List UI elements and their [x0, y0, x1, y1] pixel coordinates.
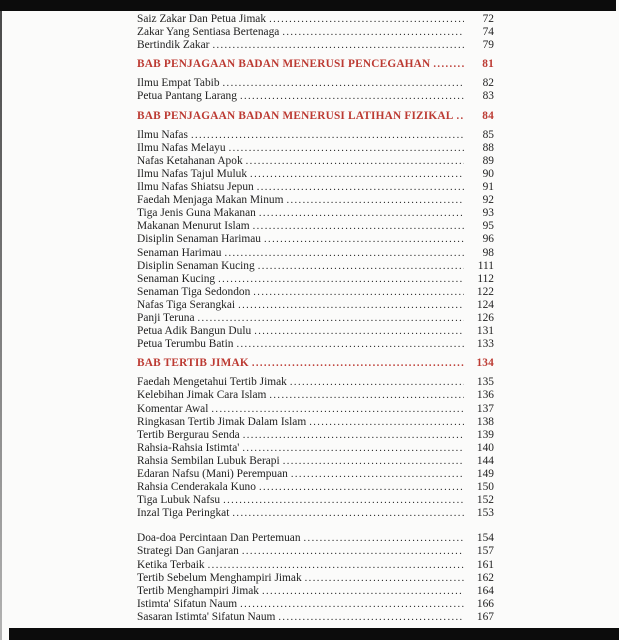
toc-item-title: Rahsia Cenderakala Kuno	[137, 481, 256, 494]
page-number: 139	[476, 428, 494, 441]
scan-border-top	[0, 0, 616, 11]
toc-item-title: Makanan Menurut Islam	[137, 220, 250, 233]
dot-leader	[264, 233, 464, 246]
page-number: 72	[482, 13, 494, 25]
toc-row	[137, 168, 494, 181]
toc-item-title: Tiga Jenis Guna Makanan	[137, 207, 256, 220]
toc-row	[137, 286, 494, 299]
toc-row	[137, 598, 494, 611]
dot-leader	[253, 286, 464, 299]
toc-item-title: Saiz Zakar Dan Petua Jimak	[137, 13, 267, 25]
page-number: 136	[476, 389, 494, 402]
toc-heading-title: BAB PENJAGAAN BADAN MENERUSI PENCEGAHAN	[137, 58, 431, 71]
dot-leader	[236, 338, 464, 351]
toc-item-title: Kelebihan Jimak Cara Islam	[137, 389, 267, 402]
toc-row	[137, 559, 494, 572]
toc-heading-title: BAB TERTIB JIMAK	[137, 357, 249, 370]
dot-leader	[305, 572, 464, 585]
toc-row	[137, 376, 494, 389]
dot-leader	[269, 389, 464, 402]
toc-row	[137, 442, 494, 455]
page-number: 137	[476, 402, 494, 415]
toc-row	[137, 429, 494, 442]
dot-leader	[212, 39, 464, 52]
dot-leader	[283, 455, 464, 468]
toc-row	[137, 26, 494, 39]
page-number: 124	[476, 298, 494, 311]
page-number: 122	[476, 285, 494, 298]
dot-leader	[223, 77, 464, 90]
toc-item-title: Nafas Ketahanan Apok	[137, 154, 243, 167]
toc-item-title: Ilmu Nafas	[137, 128, 188, 141]
toc-row	[137, 338, 494, 351]
dot-leader	[259, 207, 464, 220]
toc-row	[137, 142, 494, 155]
toc-row	[137, 77, 494, 90]
dot-leader	[243, 429, 464, 442]
dot-leader	[208, 559, 464, 572]
page-number: 152	[476, 494, 494, 507]
page-number: 93	[482, 207, 494, 220]
toc-section	[137, 129, 494, 352]
toc-heading-row	[137, 357, 494, 370]
toc-section	[137, 77, 494, 103]
page-number: 162	[476, 571, 494, 584]
page-number: 135	[476, 376, 494, 389]
toc-section	[137, 13, 494, 52]
page-number: 138	[476, 415, 494, 428]
dot-leader	[254, 325, 464, 338]
page-number: 111	[477, 259, 494, 272]
page-number: 83	[482, 90, 494, 103]
toc-item-title: Petua Terumbu Batin	[137, 338, 234, 351]
toc-item-title: Senaman Kucing	[137, 272, 216, 285]
page-number: 84	[482, 109, 494, 122]
page-number: 90	[482, 167, 494, 180]
page-number: 85	[482, 128, 494, 141]
dot-leader	[309, 416, 464, 429]
toc-row	[137, 325, 494, 338]
page-number: 126	[476, 311, 494, 324]
page-number: 144	[476, 454, 494, 467]
toc-item-title: Faedah Menjaga Makan Minum	[137, 194, 284, 207]
toc-item-title: Tertib Bergurau Senda	[137, 428, 240, 441]
toc-item-title: Strategi Dan Ganjaran	[137, 545, 239, 558]
toc-row	[137, 481, 494, 494]
toc-item-title: Tiga Lubuk Nafsu	[137, 494, 221, 507]
toc-row	[137, 545, 494, 558]
toc-row	[137, 13, 494, 26]
dot-leader	[250, 168, 464, 181]
page-number: 81	[482, 58, 494, 71]
page-number: 166	[476, 597, 494, 610]
toc-item-title: Disiplin Senaman Harimau	[137, 233, 262, 246]
toc-row	[137, 233, 494, 246]
toc-item-title: Petua Pantang Larang	[137, 90, 237, 103]
page-number: 133	[476, 338, 494, 351]
toc-row	[137, 532, 494, 545]
toc-item-title: Istimta' Sifatun Naum	[137, 597, 238, 610]
toc-item-title: Petua Adik Bangun Dulu	[137, 325, 252, 338]
page-number: 161	[476, 558, 494, 571]
toc-row	[137, 155, 494, 168]
toc-item-title: Senaman Harimau	[137, 246, 222, 259]
toc-row	[137, 494, 494, 507]
dot-leader	[223, 494, 464, 507]
toc-row	[137, 260, 494, 273]
page-number: 157	[476, 545, 494, 558]
toc-row	[137, 181, 494, 194]
dot-leader	[232, 507, 464, 520]
toc-row	[137, 416, 494, 429]
toc-row	[137, 90, 494, 103]
toc-item-title: Disiplin Senaman Kucing	[137, 259, 255, 272]
toc-heading-row	[137, 58, 494, 71]
toc-row	[137, 194, 494, 207]
page-number: 91	[482, 181, 494, 194]
toc-section	[137, 376, 494, 520]
toc-item-title: Faedah Mengetahui Tertib Jimak	[137, 376, 287, 389]
toc-row	[137, 39, 494, 52]
toc-row	[137, 389, 494, 402]
toc-row	[137, 220, 494, 233]
toc-row	[137, 572, 494, 585]
dot-leader	[258, 260, 464, 273]
page-number: 153	[476, 507, 494, 520]
page-left-edge	[0, 0, 2, 640]
page-number: 167	[476, 610, 494, 623]
toc-item-title: Rahsia-Rahsia Istimta'	[137, 441, 240, 454]
page-number: 149	[476, 468, 494, 480]
toc-item-title: Rahsia Sembilan Lubuk Berapi	[137, 454, 280, 467]
page-number: 150	[476, 481, 494, 494]
page-number: 134	[476, 357, 494, 370]
toc-item-title: Tertib Sebelum Menghampiri Jimak	[137, 571, 302, 584]
toc-row	[137, 507, 494, 520]
page-number: 112	[477, 272, 494, 285]
scan-border-bottom	[9, 628, 619, 640]
dot-leader	[304, 532, 464, 545]
toc-heading-title: BAB PENJAGAAN BADAN MENERUSI LATIHAN FIZIKAL	[137, 109, 454, 122]
page-number: 92	[482, 194, 494, 207]
toc-row	[137, 403, 494, 416]
page-number: 89	[482, 154, 494, 167]
toc-item-title: Inzal Tiga Peringkat	[137, 507, 230, 520]
toc-row	[137, 585, 494, 598]
toc-row	[137, 299, 494, 312]
dot-leader	[278, 611, 464, 624]
toc-item-title: Doa-doa Percintaan Dan Pertemuan	[137, 532, 301, 545]
toc-row	[137, 611, 494, 624]
toc	[137, 13, 494, 624]
dot-leader	[291, 468, 464, 481]
dot-leader	[229, 142, 464, 155]
toc-item-title: Senaman Tiga Sedondon	[137, 285, 251, 298]
dot-leader	[433, 58, 464, 71]
dot-leader	[262, 585, 464, 598]
toc-row	[137, 273, 494, 286]
toc-section	[137, 532, 494, 624]
toc-row	[137, 247, 494, 260]
toc-item-title: Panji Teruna	[137, 311, 195, 324]
page-number: 79	[482, 39, 494, 52]
dot-leader	[246, 155, 464, 168]
dot-leader	[253, 220, 464, 233]
toc-row	[137, 455, 494, 468]
toc-row	[137, 312, 494, 325]
toc-item-title: Ilmu Nafas Melayu	[137, 141, 226, 154]
toc-row	[137, 468, 494, 481]
dot-leader	[257, 181, 464, 194]
dot-leader	[191, 129, 464, 142]
dot-leader	[282, 26, 464, 39]
page-number: 98	[482, 246, 494, 259]
dot-leader	[269, 13, 464, 26]
dot-leader	[242, 442, 464, 455]
page-number: 96	[482, 233, 494, 246]
page-number: 164	[476, 584, 494, 597]
toc-item-title: Ringkasan Tertib Jimak Dalam Islam	[137, 415, 307, 428]
dot-leader	[456, 110, 464, 123]
toc-row	[137, 207, 494, 220]
page-number: 154	[476, 532, 494, 545]
page-number: 95	[482, 220, 494, 233]
dot-leader	[224, 247, 464, 260]
page-number: 140	[476, 441, 494, 454]
toc-item-title: Ilmu Empat Tabib	[137, 77, 220, 90]
toc-item-title: Sasaran Istimta' Sifatun Naum	[137, 610, 276, 623]
page-number: 82	[482, 77, 494, 90]
toc-item-title: Bertindik Zakar	[137, 39, 210, 52]
dot-leader	[252, 357, 464, 370]
toc-item-title: Ketika Terbaik	[137, 558, 205, 571]
dot-leader	[211, 403, 464, 416]
dot-leader	[218, 273, 464, 286]
dot-leader	[238, 299, 464, 312]
dot-leader	[259, 481, 464, 494]
dot-leader	[286, 194, 464, 207]
dot-leader	[240, 90, 464, 103]
toc-item-title: Nafas Tiga Serangkai	[137, 298, 236, 311]
page-number: 88	[482, 141, 494, 154]
toc-item-title: Zakar Yang Sentiasa Bertenaga	[137, 26, 280, 39]
toc-row	[137, 129, 494, 142]
dot-leader	[240, 598, 464, 611]
dot-leader	[242, 545, 464, 558]
toc-heading-row	[137, 110, 494, 123]
toc-item-title: Edaran Nafsu (Mani) Perempuan	[137, 468, 288, 480]
dot-leader	[198, 312, 464, 325]
dot-leader	[290, 376, 464, 389]
toc-item-title: Ilmu Nafas Shiatsu Jepun	[137, 181, 254, 194]
page-number: 131	[476, 325, 494, 338]
toc-item-title: Komentar Awal	[137, 402, 209, 415]
toc-item-title: Tertib Menghampiri Jimak	[137, 584, 259, 597]
page-number: 74	[482, 26, 494, 39]
toc-item-title: Ilmu Nafas Tajul Muluk	[137, 167, 248, 180]
